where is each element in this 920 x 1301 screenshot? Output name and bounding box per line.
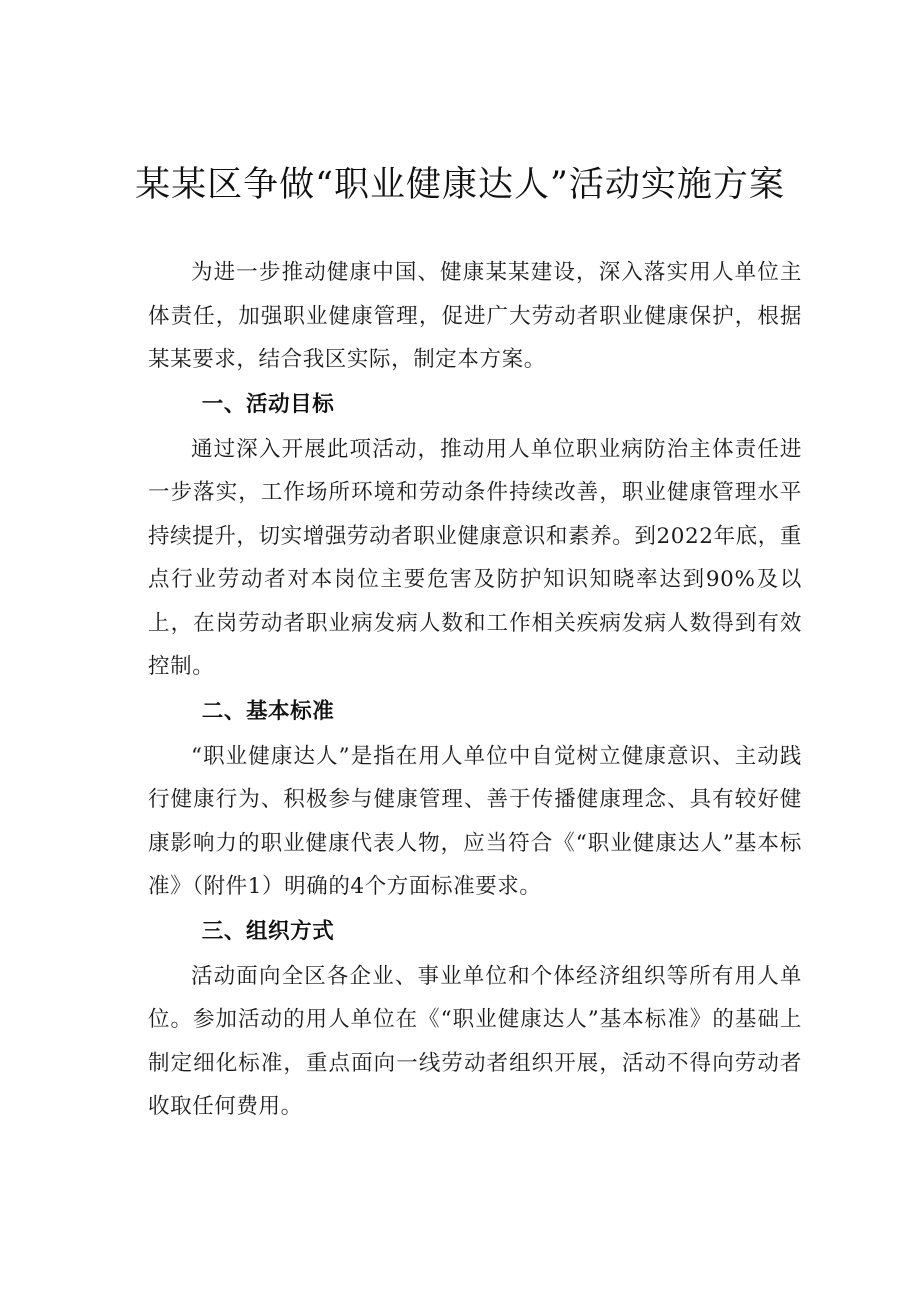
intro-paragraph: 为进一步推动健康中国、健康某某建设，深入落实用人单位主体责任，加强职业健康管理，促进广大劳动者职业健康保护，根据某某要求，结合我区实际，制定本方案。 (148, 260, 802, 372)
document-body (148, 251, 802, 1129)
section-paragraph-goals: 通过深入开展此项活动，推动用人单位职业病防治主体责任进一步落实，工作场所环境和劳动条件持续改善，职业健康管理水平持续提升，切实增强劳动者职业健康意识和素养。到2022年底，重点行业劳动者对本岗位主要危害及防护知识知晓率达到90%及以上，在岗劳动者职业病发病人数和工作相关疾病发病人数得到有效控制。 (148, 436, 802, 679)
section-heading-standards: 二、基本标准 (201, 698, 335, 724)
document-title: 某某区争做“职业健康达人”活动实施方案 (135, 165, 785, 205)
section-paragraph-organization: 活动面向全区各企业、事业单位和个体经济组织等所有用人单位。参加活动的用人单位在《“职业健康达人”基本标准》的基础上制定细化标准，重点面向一线劳动者组织开展，活动不得向劳动者收取任何费用。 (148, 963, 802, 1119)
section-paragraph-standards: “职业健康达人”是指在用人单位中自觉树立健康意识、主动践行健康行为、积极参与健康管理、善于传播健康理念、具有较好健康影响力的职业健康代表人物，应当符合《“职业健康达人”基本标准》（附件1）明确的4个方面标准要求。 (148, 743, 802, 899)
section-heading-goals: 一、活动目标 (201, 391, 335, 417)
section-heading-organization: 三、组织方式 (201, 918, 335, 944)
